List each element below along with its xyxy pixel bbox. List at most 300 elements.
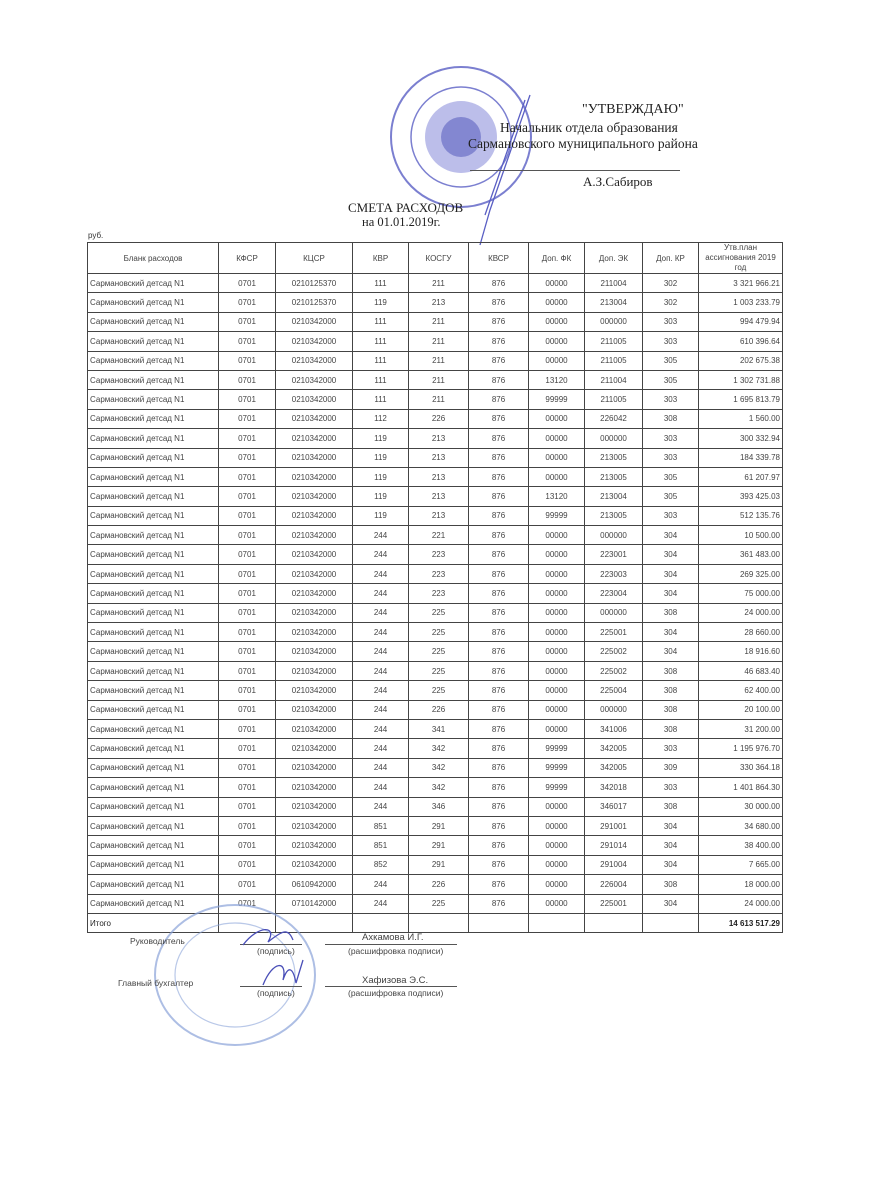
table-cell: 291014 (585, 836, 643, 855)
table-cell: Сармановский детсад N1 (88, 623, 219, 642)
table-cell: 876 (469, 545, 529, 564)
table-cell: 994 479.94 (699, 312, 783, 331)
table-cell: Сармановский детсад N1 (88, 739, 219, 758)
table-cell: 244 (353, 894, 409, 913)
table-cell: Сармановский детсад N1 (88, 332, 219, 351)
table-cell: 0210342000 (276, 603, 353, 622)
column-header: Бланк расходов (88, 243, 219, 274)
table-cell: 0210342000 (276, 506, 353, 525)
table-row (88, 584, 783, 603)
table-cell: 308 (643, 603, 699, 622)
table-cell: 0210342000 (276, 836, 353, 855)
table-cell: 244 (353, 603, 409, 622)
table-cell: 303 (643, 739, 699, 758)
table-cell: 99999 (529, 758, 585, 777)
table-cell: 0701 (219, 506, 276, 525)
table-cell: 00000 (529, 448, 585, 467)
table-cell: 111 (353, 370, 409, 389)
table-cell: 304 (643, 836, 699, 855)
table-cell: 0701 (219, 429, 276, 448)
table-cell: 0701 (219, 642, 276, 661)
table-cell: 213 (409, 487, 469, 506)
table-cell: 0210342000 (276, 370, 353, 389)
table-cell: 00000 (529, 642, 585, 661)
table-cell: 213005 (585, 467, 643, 486)
table-cell: 304 (643, 816, 699, 835)
table-cell: 876 (469, 875, 529, 894)
table-cell: 3 321 966.21 (699, 274, 783, 293)
table-cell: 000000 (585, 700, 643, 719)
table-cell: 225 (409, 894, 469, 913)
table-cell: 342 (409, 778, 469, 797)
table-cell: 0701 (219, 816, 276, 835)
table-cell: 18 000.00 (699, 875, 783, 894)
table-cell: 244 (353, 545, 409, 564)
table-cell: 0701 (219, 545, 276, 564)
table-cell: 226004 (585, 875, 643, 894)
table-cell: 0210342000 (276, 332, 353, 351)
table-cell: 876 (469, 293, 529, 312)
table-cell: 00000 (529, 875, 585, 894)
table-cell: 876 (469, 429, 529, 448)
table-cell: 18 916.60 (699, 642, 783, 661)
table-row (88, 564, 783, 583)
table-row (88, 429, 783, 448)
table-cell: 876 (469, 526, 529, 545)
table-row (88, 661, 783, 680)
table-row (88, 836, 783, 855)
table-cell: 0210342000 (276, 584, 353, 603)
table-row (88, 312, 783, 331)
table-cell: 876 (469, 797, 529, 816)
table-cell: 00000 (529, 293, 585, 312)
table-cell: 111 (353, 332, 409, 351)
column-header: КВСР (469, 243, 529, 274)
table-cell: 876 (469, 894, 529, 913)
table-cell: 00000 (529, 836, 585, 855)
table-cell: Сармановский детсад N1 (88, 681, 219, 700)
table-cell: Сармановский детсад N1 (88, 312, 219, 331)
table-cell: 223 (409, 564, 469, 583)
table-cell: 0210342000 (276, 797, 353, 816)
table-cell: 30 000.00 (699, 797, 783, 816)
table-cell: Сармановский детсад N1 (88, 700, 219, 719)
table-cell: 0701 (219, 467, 276, 486)
table-cell: 291004 (585, 855, 643, 874)
table-cell: 0701 (219, 739, 276, 758)
table-row (88, 758, 783, 777)
head-decoding-caption: (расшифровка подписи) (348, 946, 444, 956)
table-cell: 00000 (529, 274, 585, 293)
table-cell: 223003 (585, 564, 643, 583)
table-cell: 20 100.00 (699, 700, 783, 719)
table-cell: 00000 (529, 351, 585, 370)
table-cell: Сармановский детсад N1 (88, 370, 219, 389)
table-row (88, 293, 783, 312)
table-cell: 99999 (529, 506, 585, 525)
table-cell: 291001 (585, 816, 643, 835)
table-cell: 876 (469, 739, 529, 758)
table-cell: 0210342000 (276, 467, 353, 486)
table-cell: 1 401 864.30 (699, 778, 783, 797)
table-cell: 876 (469, 700, 529, 719)
table-cell: 0210342000 (276, 312, 353, 331)
table-cell: 244 (353, 642, 409, 661)
table-cell: 361 483.00 (699, 545, 783, 564)
table-cell: 213004 (585, 293, 643, 312)
table-cell: 000000 (585, 526, 643, 545)
table-cell: 876 (469, 836, 529, 855)
table-cell: Сармановский детсад N1 (88, 642, 219, 661)
table-cell: 305 (643, 467, 699, 486)
approver-organization: Сармановского муниципального района (468, 136, 698, 151)
table-cell: 00000 (529, 526, 585, 545)
table-cell: 308 (643, 661, 699, 680)
table-cell: 1 302 731.88 (699, 370, 783, 389)
table-cell: 225001 (585, 894, 643, 913)
table-cell: 223 (409, 584, 469, 603)
table-cell: 0210342000 (276, 351, 353, 370)
table-cell: 0210342000 (276, 545, 353, 564)
table-row (88, 526, 783, 545)
table-cell: 304 (643, 623, 699, 642)
table-row (88, 855, 783, 874)
table-cell: 99999 (529, 778, 585, 797)
table-cell: Сармановский детсад N1 (88, 836, 219, 855)
expense-estimate-table (87, 242, 783, 933)
table-cell (585, 913, 643, 932)
table-cell: Сармановский детсад N1 (88, 467, 219, 486)
table-cell: 393 425.03 (699, 487, 783, 506)
table-cell: 304 (643, 855, 699, 874)
table-cell: 00000 (529, 681, 585, 700)
table-cell: 0210342000 (276, 429, 353, 448)
table-cell: 346017 (585, 797, 643, 816)
table-cell: 0210342000 (276, 778, 353, 797)
table-cell: 7 665.00 (699, 855, 783, 874)
table-cell: 610 396.64 (699, 332, 783, 351)
table-row (88, 351, 783, 370)
table-cell: 291 (409, 836, 469, 855)
table-cell: 0210342000 (276, 564, 353, 583)
table-cell: 0701 (219, 293, 276, 312)
total-label: Итого (88, 913, 219, 932)
table-cell: 0701 (219, 778, 276, 797)
table-cell: 31 200.00 (699, 719, 783, 738)
table-cell: 46 683.40 (699, 661, 783, 680)
table-cell: 75 000.00 (699, 584, 783, 603)
table-row (88, 370, 783, 389)
table-cell: 876 (469, 409, 529, 428)
table-cell: 308 (643, 797, 699, 816)
table-cell: 119 (353, 467, 409, 486)
table-cell: 0210342000 (276, 448, 353, 467)
currency-unit: руб. (88, 231, 104, 240)
table-cell: 0210342000 (276, 623, 353, 642)
table-cell: 0701 (219, 370, 276, 389)
table-cell: 308 (643, 700, 699, 719)
table-cell: 0210342000 (276, 855, 353, 874)
table-cell: Сармановский детсад N1 (88, 429, 219, 448)
table-row (88, 545, 783, 564)
table-cell (469, 913, 529, 932)
table-cell: 213 (409, 293, 469, 312)
table-cell: 876 (469, 274, 529, 293)
table-cell: 291 (409, 855, 469, 874)
table-cell: 225 (409, 603, 469, 622)
table-cell: 0701 (219, 584, 276, 603)
table-cell: 851 (353, 816, 409, 835)
table-cell: 111 (353, 274, 409, 293)
approval-signature-line (470, 170, 680, 171)
table-row (88, 681, 783, 700)
table-cell: 213005 (585, 448, 643, 467)
table-cell: 876 (469, 681, 529, 700)
table-cell: 244 (353, 681, 409, 700)
table-row (88, 816, 783, 835)
table-cell: Сармановский детсад N1 (88, 487, 219, 506)
head-signature-caption: (подпись) (257, 946, 295, 956)
table-cell: Сармановский детсад N1 (88, 797, 219, 816)
table-cell: 211005 (585, 390, 643, 409)
table-cell: 876 (469, 351, 529, 370)
column-header: Утв.план ассигнования 2019 год (699, 243, 783, 274)
table-cell: 61 207.97 (699, 467, 783, 486)
table-cell: 0210342000 (276, 681, 353, 700)
table-row (88, 448, 783, 467)
table-cell: Сармановский детсад N1 (88, 603, 219, 622)
table-cell: 303 (643, 390, 699, 409)
table-cell: 303 (643, 448, 699, 467)
table-cell: 0210342000 (276, 526, 353, 545)
table-cell: 0701 (219, 836, 276, 855)
table-cell: Сармановский детсад N1 (88, 564, 219, 583)
table-cell: 226 (409, 875, 469, 894)
table-cell: 225 (409, 623, 469, 642)
table-cell: 99999 (529, 739, 585, 758)
table-cell: 876 (469, 584, 529, 603)
column-header: КВР (353, 243, 409, 274)
table-cell: 226 (409, 409, 469, 428)
table-cell: 244 (353, 758, 409, 777)
table-cell: 876 (469, 603, 529, 622)
table-cell: 00000 (529, 623, 585, 642)
table-cell: 13120 (529, 370, 585, 389)
table-cell: 213 (409, 429, 469, 448)
table-row (88, 642, 783, 661)
table-cell: 00000 (529, 855, 585, 874)
table-cell: 0210342000 (276, 642, 353, 661)
table-cell: 226 (409, 700, 469, 719)
table-cell: 0701 (219, 526, 276, 545)
table-cell: 876 (469, 642, 529, 661)
table-cell: 244 (353, 778, 409, 797)
table-cell: 342005 (585, 739, 643, 758)
table-cell: 876 (469, 370, 529, 389)
table-cell: 00000 (529, 564, 585, 583)
accountant-decoding-caption: (расшифровка подписи) (348, 988, 444, 998)
table-cell: 876 (469, 467, 529, 486)
table-cell: 00000 (529, 312, 585, 331)
table-row (88, 603, 783, 622)
column-header: КЦСР (276, 243, 353, 274)
table-cell: 876 (469, 855, 529, 874)
signature-head (238, 920, 298, 950)
table-cell: 0210342000 (276, 390, 353, 409)
table-cell: Сармановский детсад N1 (88, 855, 219, 874)
table-cell: 211005 (585, 332, 643, 351)
table-cell: 00000 (529, 429, 585, 448)
table-cell (409, 913, 469, 932)
table-cell: 0701 (219, 681, 276, 700)
table-cell: Сармановский детсад N1 (88, 351, 219, 370)
table-cell: 302 (643, 293, 699, 312)
table-row (88, 274, 783, 293)
table-row (88, 409, 783, 428)
table-cell: 304 (643, 584, 699, 603)
table-cell: 305 (643, 487, 699, 506)
table-cell: 304 (643, 564, 699, 583)
table-cell: 0701 (219, 312, 276, 331)
table-cell: 99999 (529, 390, 585, 409)
table-cell: 119 (353, 293, 409, 312)
table-cell: 302 (643, 274, 699, 293)
table-cell: 00000 (529, 545, 585, 564)
table-row (88, 719, 783, 738)
table-cell: 213 (409, 506, 469, 525)
table-cell: 202 675.38 (699, 351, 783, 370)
table-cell: 342005 (585, 758, 643, 777)
table-cell: 342 (409, 739, 469, 758)
table-row (88, 487, 783, 506)
table-cell: 221 (409, 526, 469, 545)
table-row (88, 797, 783, 816)
table-cell: 119 (353, 487, 409, 506)
table-cell: Сармановский детсад N1 (88, 506, 219, 525)
table-cell: Сармановский детсад N1 (88, 719, 219, 738)
column-header: Доп. ФК (529, 243, 585, 274)
table-cell: 0701 (219, 700, 276, 719)
table-cell: Сармановский детсад N1 (88, 584, 219, 603)
table-cell: 34 680.00 (699, 816, 783, 835)
table-cell: 211 (409, 390, 469, 409)
table-cell (353, 913, 409, 932)
table-cell: 304 (643, 894, 699, 913)
accountant-name: Хафизова Э.С. (362, 975, 429, 986)
table-cell: 119 (353, 448, 409, 467)
table-cell: 184 339.78 (699, 448, 783, 467)
table-cell: 0701 (219, 875, 276, 894)
table-cell: 213005 (585, 506, 643, 525)
table-cell: 342018 (585, 778, 643, 797)
table-cell: Сармановский детсад N1 (88, 390, 219, 409)
table-cell: 0701 (219, 855, 276, 874)
table-cell: 341 (409, 719, 469, 738)
table-cell: 225 (409, 661, 469, 680)
table-cell: 876 (469, 778, 529, 797)
table-cell: 225002 (585, 642, 643, 661)
table-cell: 0701 (219, 390, 276, 409)
table-cell: 305 (643, 370, 699, 389)
table-cell: 308 (643, 719, 699, 738)
total-value: 14 613 517.29 (699, 913, 783, 932)
table-cell (529, 913, 585, 932)
table-cell: 223004 (585, 584, 643, 603)
table-cell: 0210342000 (276, 409, 353, 428)
column-header: Доп. ЭК (585, 243, 643, 274)
table-cell: 223 (409, 545, 469, 564)
table-cell: 244 (353, 739, 409, 758)
table-cell: 876 (469, 623, 529, 642)
table-cell: 304 (643, 642, 699, 661)
accountant-name-line (325, 986, 457, 987)
table-cell: Сармановский детсад N1 (88, 758, 219, 777)
table-cell: 213 (409, 448, 469, 467)
table-cell: 226042 (585, 409, 643, 428)
table-cell: 211 (409, 312, 469, 331)
column-header: КФСР (219, 243, 276, 274)
table-cell: 852 (353, 855, 409, 874)
table-cell: 269 325.00 (699, 564, 783, 583)
table-cell: 291 (409, 816, 469, 835)
table-cell: 211 (409, 351, 469, 370)
table-cell: Сармановский детсад N1 (88, 875, 219, 894)
table-cell: 00000 (529, 467, 585, 486)
table-cell: 62 400.00 (699, 681, 783, 700)
table-cell: 876 (469, 448, 529, 467)
table-cell: 876 (469, 661, 529, 680)
accountant-label: Главный бухгалтер (118, 978, 194, 988)
table-cell: 303 (643, 506, 699, 525)
table-cell: Сармановский детсад N1 (88, 778, 219, 797)
table-cell: 876 (469, 332, 529, 351)
table-cell: 244 (353, 719, 409, 738)
table-cell: 225002 (585, 661, 643, 680)
table-cell: 0701 (219, 603, 276, 622)
table-cell: 0701 (219, 623, 276, 642)
table-cell: 111 (353, 390, 409, 409)
table-cell: 00000 (529, 816, 585, 835)
table-cell: Сармановский детсад N1 (88, 661, 219, 680)
table-row (88, 739, 783, 758)
table-cell (643, 913, 699, 932)
table-cell: 341006 (585, 719, 643, 738)
table-cell: 0701 (219, 274, 276, 293)
table-cell: 0610942000 (276, 875, 353, 894)
document-title: СМЕТА РАСХОДОВ (348, 200, 464, 215)
table-row (88, 467, 783, 486)
table-cell: 111 (353, 312, 409, 331)
table-cell: Сармановский детсад N1 (88, 545, 219, 564)
table-cell: Сармановский детсад N1 (88, 274, 219, 293)
approver-position: Начальник отдела образования (500, 120, 678, 135)
table-row (88, 778, 783, 797)
table-cell: 304 (643, 545, 699, 564)
table-row (88, 390, 783, 409)
document-date: на 01.01.2019г. (362, 215, 441, 229)
table-cell: 00000 (529, 719, 585, 738)
table-cell: 225 (409, 642, 469, 661)
table-cell: 876 (469, 758, 529, 777)
table-cell: 211004 (585, 274, 643, 293)
table-row (88, 506, 783, 525)
table-cell: 309 (643, 758, 699, 777)
accountant-signature-caption: (подпись) (257, 988, 295, 998)
table-cell: 1 195 976.70 (699, 739, 783, 758)
table-cell: 305 (643, 351, 699, 370)
column-header: Доп. КР (643, 243, 699, 274)
table-cell: 213 (409, 467, 469, 486)
